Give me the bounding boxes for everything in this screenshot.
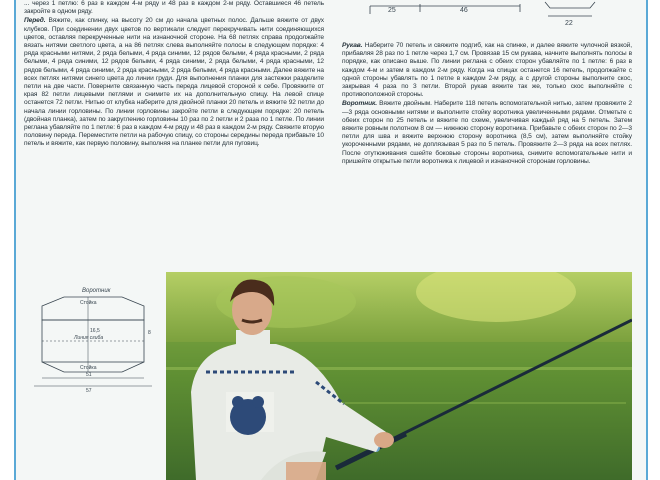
left-page-edge [0,0,16,480]
diagram-label-25: 25 [388,7,396,14]
collar-label-width-inner: 51 [86,372,92,378]
paragraph-back-end: ... через 1 петлю: 6 раз в каждом 4-м ряду и 48 раз в каждом 2-м ряду. Оставшиеся 46 петель закройте в одном ряду. [24,0,324,16]
paragraph-collar-body: Вяжите двойным. Наберите 118 петель вспомогательной нитью, затем провяжите 2—3 ряда основными нитями и выполните стойку воротника увеличенными рядами. Отметьте с обеих сторон по 25 петель и вяжите по схеме, увеличивая каждый ряд на 5 петель. Затем вяжите ровным полотном 8 см — нижнюю сторону воротника. Прибавьте с обеих сторон по 2—3 петли для шва и вяжите верхнюю сторону воротника (8,5 см), затем выполняйте стойку укороченными рядами, не доплязывая 5 раз по 5 петель. Провяжите 2—3 ряда на всех петлях. После отутюживания сшейте боковые стороны воротника, снимите вспомогательные нити и пришейте открытые петли воротника к лицевой и изнаночной сторонам горловины. [342,100,632,165]
section-title-sleeve: Рукав. [342,42,363,49]
collar-label-fold-line: Линия сгиба [74,335,104,341]
diagram-label-22: 22 [565,20,573,27]
diagram-label-46: 46 [460,7,468,14]
collar-label-side: 8 [148,330,151,336]
right-page-edge [646,0,660,480]
collar-label-width-outer: 57 [86,388,92,394]
section-title-collar: Воротник. [342,100,377,108]
paragraph-collar [342,100,632,166]
text-column-right [342,42,632,167]
collar-label-stand-bottom: Стойка [80,365,97,371]
collar-pattern-diagram [24,284,164,394]
paragraph-front [24,17,324,148]
fisherman-photo [166,272,632,480]
paragraph-front-body: Вяжите, как спинку, на высоту 20 см до начала цветных полос. Дальше вяжите от двух клубков. При соединении двух цветов по вертикали следует перекручивать нити соединяющихся цветов, оставляя перекрученные нити на изнаночной стороне. На 68 петлях справа продолжайте вязать нитями светлого цвета, а на 86 петлях слева выполняйте полосы в следующем порядке: 4 ряда красными нитями, 2 ряда белыми, 4 ряда синими, 12 рядов белыми, 4 ряда красными, 2 ряда белыми, 4 ряда синими, 12 рядов белыми, 4 ряда синими, 2 ряда белыми, 4 ряда красными, 12 рядов белыми, 4 ряда синими, 2 ряда красными, 2 ряда белыми, 4 ряда красными. Далее вяжите на всех петлях нитями синего цвета до линии груди. Для выполнения планки для застежки разделите петли на две части. Поверните связанную часть переда лицевой стороной к себе. Провяжите от края 82 петли лицевыми петлями и снимите их на дополнительную спицу. На левой спице останется 72 петли. Нитью от клубка наберите для двойной планки 20 петель и вяжите 92 петли до начала линии горловины. По линии горловины закройте петли в следующем порядке: 20 петель (двойная планка), затем по закруглению горловины 10 раз по 2 петли и 2 раза по 1 петле. По линии реглана убавляйте по 1 петле: 6 раз в каждом 4-м ряду и 48 раз в каждом 2-м ряду. Свяжите вторую половину переда. Переместите петли на рабочую спицу, со стороны середины переда прибавьте 10 петель и вяжите, как первую половину, выполняя на планке петли для пуговиц. [24,17,325,148]
photo-illustration [166,272,632,480]
section-title-front: Перед. [24,17,46,25]
collar-label-stand-top: Стойка [80,300,97,306]
paragraph-sleeve [342,42,632,99]
text-column-left [24,0,324,150]
collar-label-height: 16,5 [90,328,100,334]
paragraph-sleeve-body: Наберите 70 петель и свяжите подгиб, как на спинке, и далее вяжите чулочной вязкой, прибавляя 28 раз по 1 петле через 1,7 см. Провязав 15 см рукава, начните выполнять полосы в порядке, как описано выше. По линии реглана с обеих сторон убавляйте по 1 петле: 6 раз в каждом 4-м и затем в каждом 2-м ряду. Когда на спицах останется 16 петель, продолжайте с одной стороны убавлять по 1 петле в каждом 2-м ряду, а с другой стороны выполните скос, закрывая 4 раза по 3 петли. Второй рукав вяжите так же, только скос выполняйте с противоположной стороны. [342,42,632,99]
collar-diagram-title: Воротник [82,288,111,294]
sleeve-pattern-diagram [360,0,620,30]
